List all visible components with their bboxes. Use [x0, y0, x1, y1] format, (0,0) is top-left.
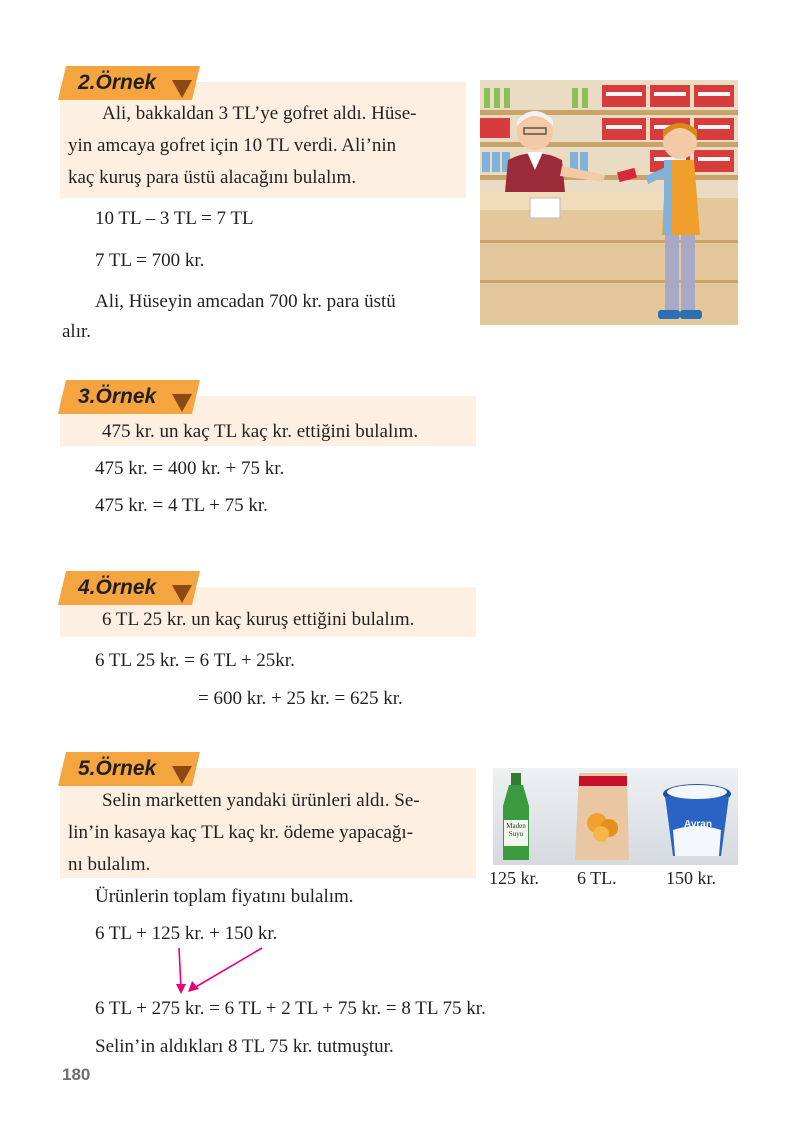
bottle-text-line: Suyu [508, 830, 524, 838]
example-5-step-3: 6 TL + 275 kr. = 6 TL + 2 TL + 75 kr. = 8 TL 75 kr. [95, 998, 486, 1019]
bottle-label-text [504, 822, 528, 838]
price-water: 125 kr. [489, 868, 540, 888]
example-3-step-1: 475 kr. = 400 kr. + 75 kr. [95, 458, 285, 479]
problem-line: kaç kuruş para üstü alacağını bulalım. [68, 167, 357, 188]
example-5-problem [68, 785, 473, 881]
biscuit-pack-icon [575, 773, 629, 860]
example-4-problem: 6 TL 25 kr. un kaç kuruş ettiğini bulalım. [102, 609, 415, 630]
example-2-step-1: 10 TL – 3 TL = 7 TL [95, 208, 254, 229]
shop-illustration [480, 80, 738, 325]
example-2-conclusion-1: Ali, Hüseyin amcadan 700 kr. para üstü [95, 291, 396, 312]
price-biscuit: 6 TL. [577, 868, 617, 888]
problem-line: Selin marketten yandaki ürünleri aldı. Se- [102, 790, 420, 811]
problem-line: Ali, bakkaldan 3 TL’ye gofret aldı. Hüse- [102, 103, 417, 124]
example-4-step-2: = 600 kr. + 25 kr. = 625 kr. [198, 688, 403, 709]
example-3-problem: 475 kr. un kaç TL kaç kr. ettiğini bulalım. [102, 421, 419, 442]
example-3-step-2: 475 kr. = 4 TL + 75 kr. [95, 495, 268, 516]
example-2-problem [68, 98, 463, 194]
example-3-tab [58, 380, 200, 414]
bottle-text-line: Maden [506, 822, 526, 830]
problem-line: yin amcaya gofret için 10 TL verdi. Ali’nin [68, 135, 397, 156]
example-2-label: 2.Örnek [78, 71, 157, 94]
example-3-label: 3.Örnek [78, 385, 157, 408]
example-2-conclusion-2: alır. [62, 321, 92, 342]
example-4-tab [58, 571, 200, 605]
example-5-tab [58, 752, 200, 786]
example-5-step-1: Ürünlerin toplam fiyatını bulalım. [95, 886, 354, 907]
example-2-step-2: 7 TL = 700 kr. [95, 250, 205, 271]
products-image [493, 768, 738, 865]
sum-arrows [160, 944, 280, 1000]
problem-line: lin’in kasaya kaç TL kaç kr. ödeme yapacağı- [68, 822, 414, 843]
page-number: 180 [62, 1065, 91, 1084]
example-4-step-1: 6 TL 25 kr. = 6 TL + 25kr. [95, 650, 295, 671]
example-4-label: 4.Örnek [78, 576, 157, 599]
ayran-label: Ayran [684, 819, 712, 830]
problem-line: nı bulalım. [68, 854, 151, 875]
price-ayran: 150 kr. [666, 868, 717, 888]
example-5-label: 5.Örnek [78, 757, 157, 780]
example-5-step-2: 6 TL + 125 kr. + 150 kr. [95, 923, 278, 944]
example-2-tab [58, 66, 200, 100]
example-5-step-4: Selin’in aldıkları 8 TL 75 kr. tutmuştur. [95, 1036, 394, 1057]
